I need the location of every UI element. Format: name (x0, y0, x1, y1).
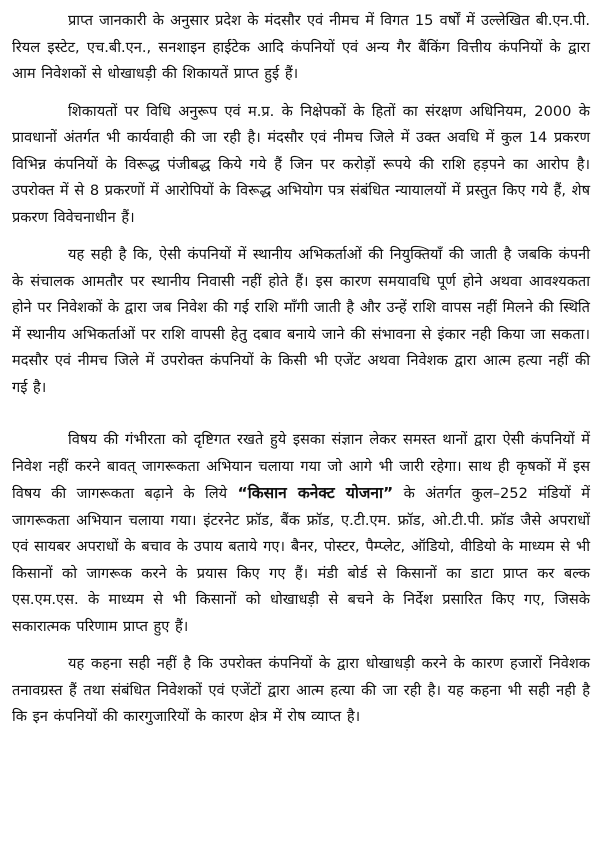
paragraph-gap (12, 401, 590, 427)
paragraph-local-agents: यह सही है कि, ऐसी कंपनियों में स्थानीय अभिकर्ताओं की नियुक्तियाँ की जाती है जबकि कंपनी के संचालक आमतौर पर स्थानीय निवासी नहीं होते हैं। इस कारण समयावधि पूर्ण होने अथवा आवश्यकता होने पर निवेशकों के द्वारा जब निवेश की गई राशि माँगी जाती है और उन्हें राशि वापस नहीं मिलने की स्थिति में स्थानीय अभिकर्ताओं पर राशि वापसी हेतु दबाव बनाये जाने की संभावना से इंकार नही किया जा सकता। मदसौर एवं नीमच जिले में उपरोक्त कंपनियों के किसी भी एजेंट अथवा निवेशक द्वारा आत्म हत्या नहीं की गई है। (12, 246, 590, 396)
kisan-connect-yojana-label: “किसान कनेक्ट योजना” (237, 484, 394, 502)
campaign-text-before: विषय की गंभीरता को दृष्टिगत रखते हुये इसका संज्ञान लेकर समस्त थानों द्वारा ऐसी कंपनियों में निवेश नहीं करने बावत् जागरूकता अभियान चलाया गया जो आगे भी जारी रहेगा। साथ ही कृषकों में इस विषय की जागरूकता बढ़ाने के लिये (12, 431, 590, 502)
paragraph-gap (12, 231, 590, 242)
paragraph-awareness-campaign (12, 427, 590, 640)
paragraph-denial-statement: यह कहना सही नहीं है कि उपरोक्त कंपनियों के द्वारा धोखाधड़ी करने के कारण हजारों निवेशक तनावग्रस्त हैं तथा संबंधित निवेशकों एवं एजेंटों द्वारा आत्म हत्या की जा रही है। यह कहना भी सही नही है कि इन कंपनियों की कारगुजारियों के कारण क्षेत्र में रोष व्याप्त है। (12, 655, 590, 725)
paragraph-gap (12, 88, 590, 99)
campaign-text-after: के अंतर्गत कुल–252 मंडियों में जागरूकता अभियान चलाया गया। इंटरनेट फ्रॉड, बैंक फ्रॉड, ए.टी.एम. फ्रॉड, ओ.टी.पी. फ्रॉड जैसे अपराधों एवं सायबर अपराधों के बचाव के उपाय बताये गए। बैनर, पोस्टर, पैम्प्लेट, ऑडियो, वीडियो के माध्यम से भी किसानों को जागरूक करने के प्रयास किए गए हैं। मंडी बोर्ड से किसानों का डाटा प्राप्त कर बल्क एस.एम.एस. के माध्यम से भी किसानों को धोखाधड़ी से बचने के निर्देश प्रसारित किए गए, जिसके सकारात्मक परिणाम प्राप्त हुए हैं। (12, 485, 590, 635)
paragraph-gap (12, 640, 590, 651)
paragraph-complaints-received: प्राप्त जानकारी के अनुसार प्रदेश के मंदसौर एवं नीमच में विगत 15 वर्षों में उल्लेखित बी.एन.पी. रियल इस्टेट, एच.बी.एन., सनशाइन हाईटेक आदि कंपनियों एवं अन्य गैर बैंकिंग वित्तीय कंपनियों के द्वारा आम निवेशकों से धोखाधड़ी की शिकायतें प्राप्त हुई हैं। (12, 12, 590, 82)
paragraph-legal-action: शिकायतों पर विधि अनुरूप एवं म.प्र. के निक्षेपकों के हितों का संरक्षण अधिनियम, 2000 के प्रावधानों अंतर्गत भी कार्यवाही की जा रही है। मंदसौर एवं नीमच जिले में उक्त अवधि में कुल 14 प्रकरण विभिन्न कंपनियों के विरूद्ध पंजीबद्ध किये गये हैं जिन पर करोड़ों रूपये की राशि हड़पने का आरोप है। उपरोक्त में से 8 प्रकरणों में आरोपियों के विरूद्ध अभियोग पत्र संबंधित न्यायालयों में प्रस्तुत किए गये हैं, शेष प्रकरण विवेचनाधीन हैं। (12, 102, 590, 226)
